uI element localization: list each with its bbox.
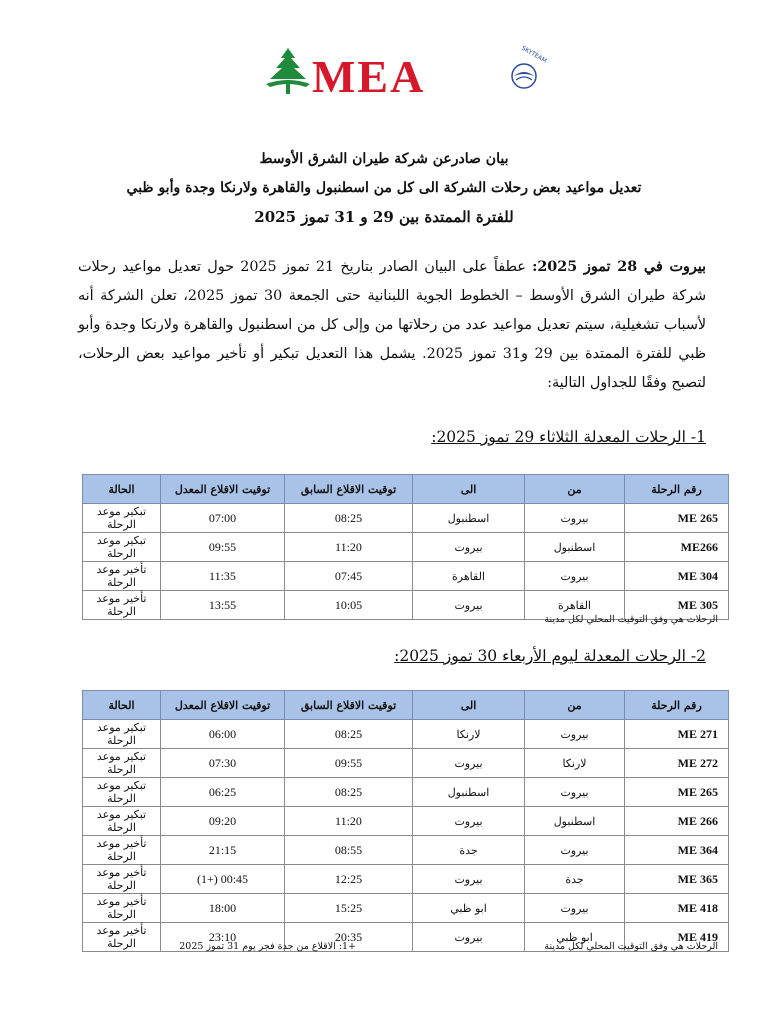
new-time: 07:00 xyxy=(161,504,285,533)
previous-time: 08:25 xyxy=(285,778,413,807)
previous-time: 08:55 xyxy=(285,836,413,865)
table-row xyxy=(83,807,729,836)
origin: بيروت xyxy=(525,720,625,749)
new-time: 09:55 xyxy=(161,533,285,562)
status: تأخير موعد الرحلة xyxy=(83,591,161,620)
status: تأخير موعد الرحلة xyxy=(83,836,161,865)
new-time: 18:00 xyxy=(161,894,285,923)
flight-number: ME 304 xyxy=(625,562,729,591)
previous-time: 11:20 xyxy=(285,533,413,562)
header-line1: بيان صادرعن شركة طيران الشرق الأوسط xyxy=(259,151,509,167)
new-time: 06:25 xyxy=(161,778,285,807)
flight-number: ME 265 xyxy=(625,778,729,807)
col-flight: رقم الرحلة xyxy=(625,691,729,720)
mea-wordmark: MEA xyxy=(312,51,426,102)
table-row xyxy=(83,749,729,778)
table-row xyxy=(83,836,729,865)
status: تبكير موعد الرحلة xyxy=(83,504,161,533)
flight-number: ME 418 xyxy=(625,894,729,923)
table-header-row xyxy=(83,691,729,720)
new-time: 21:15 xyxy=(161,836,285,865)
col-to: الى xyxy=(413,475,525,504)
status: تبكير موعد الرحلة xyxy=(83,533,161,562)
skyteam-text: SKYTEAM xyxy=(520,44,548,65)
previous-time: 15:25 xyxy=(285,894,413,923)
destination: بيروت xyxy=(413,749,525,778)
section2-note: الرحلات هي وفق التوقيت المحلي لكل مدينة xyxy=(544,941,718,952)
destination: لارنكا xyxy=(413,720,525,749)
previous-time: 08:25 xyxy=(285,720,413,749)
col-status: الحالة xyxy=(83,691,161,720)
table-row xyxy=(83,778,729,807)
col-flight: رقم الرحلة xyxy=(625,475,729,504)
new-time: 06:00 xyxy=(161,720,285,749)
origin: بيروت xyxy=(525,894,625,923)
col-from: من xyxy=(525,475,625,504)
table-row xyxy=(83,894,729,923)
origin: ابو ظبي xyxy=(525,923,625,952)
table-row xyxy=(83,720,729,749)
col-prev: توقيت الاقلاع السابق xyxy=(285,475,413,504)
section1-table xyxy=(82,474,729,620)
previous-time: 09:55 xyxy=(285,749,413,778)
origin: بيروت xyxy=(525,778,625,807)
header-line2: تعديل مواعيد بعض رحلات الشركة الى كل من اسطنبول والقاهرة ولارنكا وجدة وأبو ظبي xyxy=(126,180,642,196)
status: تأخير موعد الرحلة xyxy=(83,923,161,952)
col-new: توقيت الاقلاع المعدل xyxy=(161,475,285,504)
destination: اسطنبول xyxy=(413,504,525,533)
col-new: توقيت الاقلاع المعدل xyxy=(161,691,285,720)
flight-number: ME 305 xyxy=(625,591,729,620)
cedar-icon xyxy=(266,48,310,94)
new-time: 13:55 xyxy=(161,591,285,620)
document-header xyxy=(60,145,708,232)
flight-number: ME 419 xyxy=(625,923,729,952)
previous-time: 11:20 xyxy=(285,807,413,836)
destination: بيروت xyxy=(413,807,525,836)
destination: بيروت xyxy=(413,591,525,620)
destination: جدة xyxy=(413,836,525,865)
skyteam-icon xyxy=(512,45,548,88)
section2-title: 2- الرحلات المعدلة ليوم الأربعاء 30 تموز 2025: xyxy=(394,647,706,665)
previous-time: 10:05 xyxy=(285,591,413,620)
table-row xyxy=(83,504,729,533)
status: تبكير موعد الرحلة xyxy=(83,720,161,749)
flight-number: ME 365 xyxy=(625,865,729,894)
origin: بيروت xyxy=(525,836,625,865)
col-from: من xyxy=(525,691,625,720)
status: تأخير موعد الرحلة xyxy=(83,562,161,591)
section2-table xyxy=(82,690,729,952)
destination: بيروت xyxy=(413,533,525,562)
section1-note: الرحلات هي وفق التوقيت المحلي لكل مدينة xyxy=(544,614,718,625)
origin: جدة xyxy=(525,865,625,894)
header-line3: للفترة الممتدة بين 29 و 31 تموز 2025 xyxy=(254,208,514,226)
table-row xyxy=(83,533,729,562)
destination: بيروت xyxy=(413,923,525,952)
statement-body: عطفاً على البيان الصادر بتاريخ 21 تموز 2025 حول تعديل مواعيد رحلات شركة طيران الشرق الأوسط – الخطوط الجوية اللبنانية حتى الجمعة 30 تموز 2025، تعلن الشركة أنه لأسباب تشغيلية، سيتم تعديل مواعيد عدد من رحلاتها من وإلى كل من اسطنبول والقاهرة ولارنكا وجدة وأبو ظبي للفترة الممتدة بين 29 و31 تموز 2025. يشمل هذا التعديل تبكير أو تأخير مواعيد بعض الرحلات، لتصبح وفقًا للجداول التالية: xyxy=(78,259,707,391)
flight-number: ME 265 xyxy=(625,504,729,533)
flight-number: ME 271 xyxy=(625,720,729,749)
origin: اسطنبول xyxy=(525,533,625,562)
col-to: الى xyxy=(413,691,525,720)
table-header-row xyxy=(83,475,729,504)
origin: اسطنبول xyxy=(525,807,625,836)
flight-number: ME 272 xyxy=(625,749,729,778)
previous-time: 07:45 xyxy=(285,562,413,591)
flight-number: ME 364 xyxy=(625,836,729,865)
statement-lead: بيروت في 28 تموز 2025: xyxy=(532,259,706,275)
origin: بيروت xyxy=(525,504,625,533)
new-time: 09:20 xyxy=(161,807,285,836)
origin: القاهرة xyxy=(525,591,625,620)
mea-logo xyxy=(262,42,552,106)
destination: القاهرة xyxy=(413,562,525,591)
flight-number: ME 266 xyxy=(625,807,729,836)
previous-time: 08:25 xyxy=(285,504,413,533)
status: تبكير موعد الرحلة xyxy=(83,749,161,778)
new-time: 11:35 xyxy=(161,562,285,591)
status: تأخير موعد الرحلة xyxy=(83,894,161,923)
statement-paragraph xyxy=(78,253,706,398)
destination: بيروت xyxy=(413,865,525,894)
section2-footnote: +1: الاقلاع من جدة فجر يوم 31 تموز 2025 xyxy=(179,941,356,952)
table-row xyxy=(83,865,729,894)
destination: اسطنبول xyxy=(413,778,525,807)
new-time: 07:30 xyxy=(161,749,285,778)
col-status: الحالة xyxy=(83,475,161,504)
flight-number: ME266 xyxy=(625,533,729,562)
previous-time: 20:35 xyxy=(285,923,413,952)
col-prev: توقيت الاقلاع السابق xyxy=(285,691,413,720)
new-time: 00:45 (+1) xyxy=(161,865,285,894)
destination: ابو ظبي xyxy=(413,894,525,923)
previous-time: 12:25 xyxy=(285,865,413,894)
new-time: 23:10 xyxy=(161,923,285,952)
status: تأخير موعد الرحلة xyxy=(83,865,161,894)
status: تبكير موعد الرحلة xyxy=(83,778,161,807)
table-row xyxy=(83,562,729,591)
origin: لارنكا xyxy=(525,749,625,778)
origin: بيروت xyxy=(525,562,625,591)
section1-title: 1- الرحلات المعدلة الثلاثاء 29 تموز 2025: xyxy=(431,428,706,446)
status: تبكير موعد الرحلة xyxy=(83,807,161,836)
